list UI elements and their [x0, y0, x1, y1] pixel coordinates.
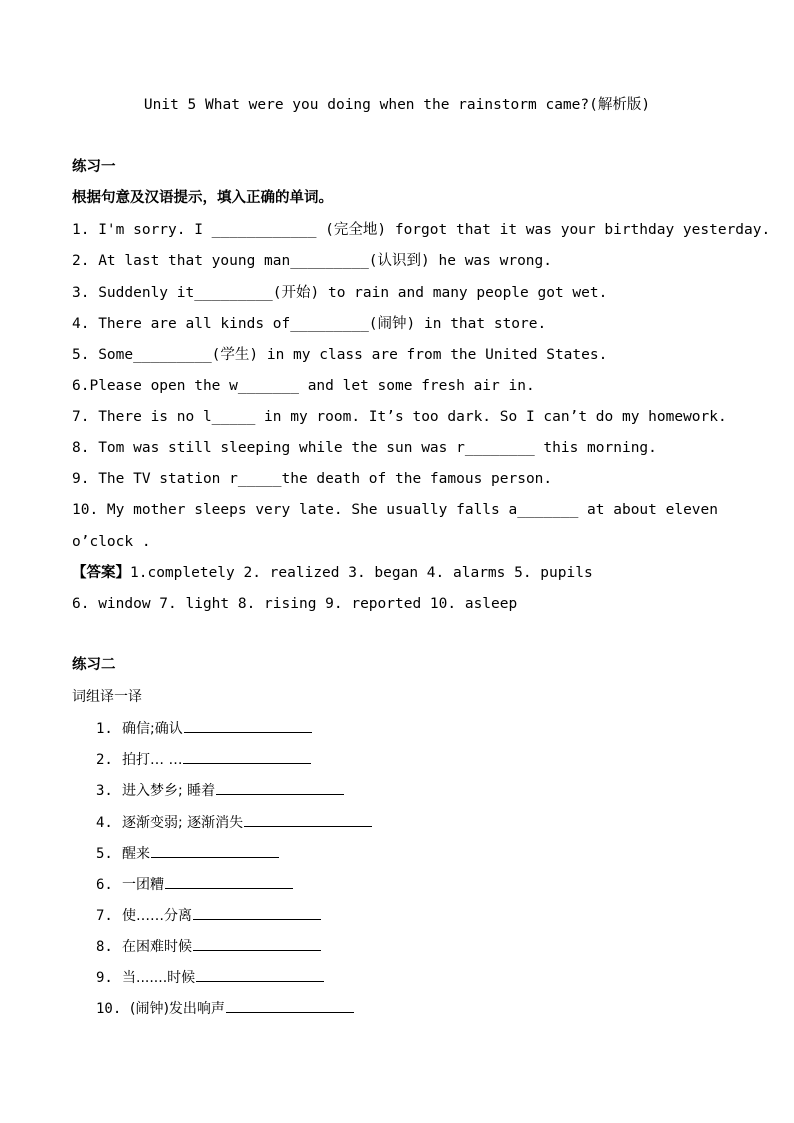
answer-blank[interactable]	[151, 843, 279, 858]
phrase-item	[96, 936, 321, 957]
answer-blank[interactable]	[193, 936, 321, 951]
phrase-text: 使……分离	[122, 908, 192, 924]
phrase-item	[96, 905, 321, 926]
phrase-item	[96, 843, 279, 864]
phrase-item	[96, 998, 354, 1019]
phrase-text: 拍打… …	[122, 752, 183, 768]
phrase-text: 进入梦乡; 睡着	[122, 783, 216, 799]
phrase-text: 确信;确认	[122, 721, 183, 737]
phrase-number: 1.	[96, 721, 113, 737]
phrase-number: 3.	[96, 783, 113, 799]
exercise-item: 7. There is no l_____ in my room. It’s too dark. So I can’t do my homework.	[72, 409, 727, 425]
phrase-text: 一团糟	[122, 877, 164, 893]
phrase-number: 6.	[96, 877, 113, 893]
exercise-item: 2. At last that young man_________(认识到) he was wrong.	[72, 253, 552, 269]
answer-blank[interactable]	[244, 812, 372, 827]
phrase-item	[96, 749, 311, 770]
answer-blank[interactable]	[183, 749, 311, 764]
phrase-text: 当.......时候	[122, 970, 196, 986]
exercise-item-continuation: o’clock .	[72, 534, 151, 550]
answer-label: 【答案】	[72, 565, 130, 581]
answer-text: 1.completely 2. realized 3. began 4. alarms 5. pupils	[130, 565, 593, 581]
exercise-item: 3. Suddenly it_________(开始) to rain and many people got wet.	[72, 285, 608, 301]
phrase-item	[96, 967, 324, 988]
phrase-text: (闹钟)发出响声	[130, 1001, 225, 1017]
exercise-item: 4. There are all kinds of_________(闹钟) in that store.	[72, 316, 547, 332]
answer-blank[interactable]	[193, 905, 321, 920]
phrase-item	[96, 718, 312, 739]
answer-blank[interactable]	[184, 718, 312, 733]
section2-heading: 练习二	[72, 657, 116, 673]
document-title: Unit 5 What were you doing when the rainstorm came?(解析版)	[143, 97, 651, 113]
phrase-number: 10.	[96, 1001, 122, 1017]
answer-blank[interactable]	[165, 874, 293, 889]
phrase-item	[96, 812, 372, 833]
phrase-number: 5.	[96, 846, 113, 862]
answer-line-2: 6. window 7. light 8. rising 9. reported 10. asleep	[72, 596, 518, 612]
phrase-text: 在困难时候	[122, 939, 192, 955]
answer-blank[interactable]	[196, 967, 324, 982]
phrase-number: 4.	[96, 815, 113, 831]
exercise-item: 6.Please open the w_______ and let some fresh air in.	[72, 378, 535, 394]
answer-line	[72, 563, 593, 583]
phrase-number: 9.	[96, 970, 113, 986]
phrase-text: 逐渐变弱; 逐渐消失	[122, 815, 244, 831]
phrase-text: 醒来	[122, 846, 150, 862]
section2-instruction: 词组译一译	[72, 689, 142, 705]
phrase-item	[96, 780, 344, 801]
phrase-number: 2.	[96, 752, 113, 768]
answer-blank[interactable]	[226, 998, 354, 1013]
exercise-item: 5. Some_________(学生) in my class are from the United States.	[72, 347, 608, 363]
answer-blank[interactable]	[216, 780, 344, 795]
phrase-number: 8.	[96, 939, 113, 955]
exercise-item: 8. Tom was still sleeping while the sun was r________ this morning.	[72, 440, 657, 456]
exercise-item: 9. The TV station r_____the death of the famous person.	[72, 471, 553, 487]
phrase-number: 7.	[96, 908, 113, 924]
exercise-item: 1. I'm sorry. I ____________ (完全地) forgot that it was your birthday yesterday.	[72, 222, 771, 238]
phrase-item	[96, 874, 293, 895]
section1-heading: 练习一	[72, 159, 116, 175]
exercise-item: 10. My mother sleeps very late. She usually falls a_______ at about eleven	[72, 502, 719, 518]
section1-instruction: 根据句意及汉语提示，填入正确的单词。	[72, 190, 333, 206]
